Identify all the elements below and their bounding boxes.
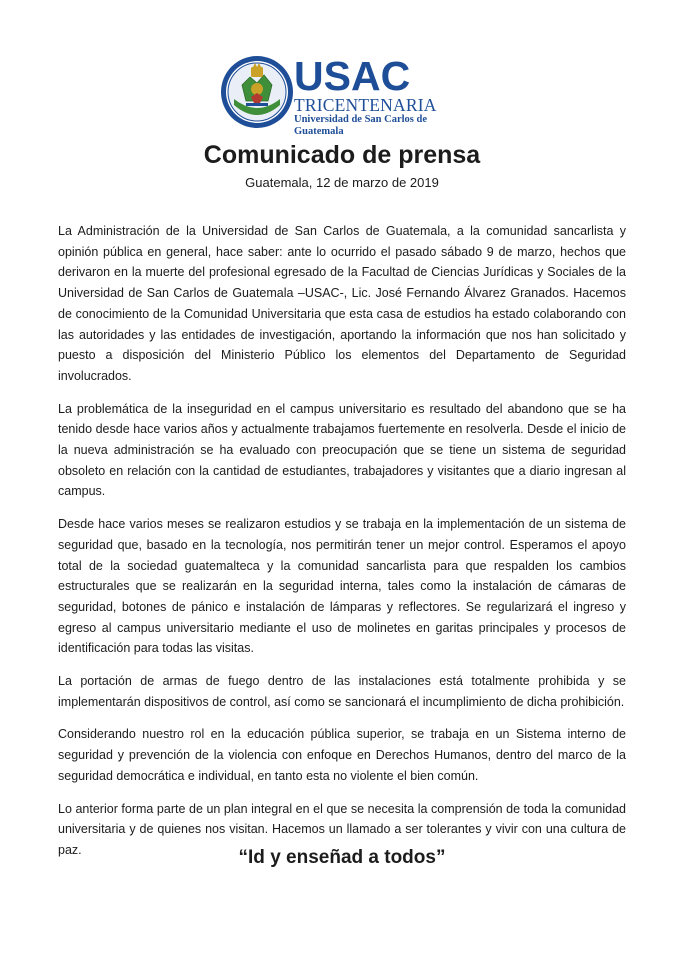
brand-full-name: Universidad de San Carlos de Guatemala	[294, 114, 428, 137]
date-line: Guatemala, 12 de marzo de 2019	[245, 175, 439, 190]
brand-tagline: TRICENTENARIA	[294, 95, 437, 115]
paragraph: Desde hace varios meses se realizaron estudios y se trabaja en la implementación de un sistema de seguridad que, basado en la tecnología, nos permitirán tener un mejor control. Esperamos el apoyo total de la sociedad guatemalteca y la comunidad sancarlista para que respalden los cambios estructurales que se realizarán en la seguridad interna, tales como la instalación de cámaras de seguridad, botones de pánico e instalación de lámparas y reflectores. Se regularizará el ingreso y egreso al campus universitario mediante el uso de molinetes en garitas principales y procesos de identificación para todas las visitas.	[58, 517, 626, 656]
university-seal-icon	[220, 55, 294, 129]
usac-wordmark	[294, 52, 464, 138]
paragraph: La portación de armas de fuego dentro de las instalaciones está totalmente prohibida y se implementarán dispositivos de control, así como se sancionará el incumplimiento de dicha prohibición.	[58, 674, 626, 709]
usac-logo-header	[218, 52, 458, 137]
body-text	[58, 221, 626, 873]
brand-name: USAC	[294, 53, 411, 99]
paragraph: La Administración de la Universidad de San Carlos de Guatemala, a la comunidad sancarlista y opinión pública en general, hace saber: ante lo ocurrido el pasado sábado 9 de marzo, hechos que derivaron en la muerte del profesional egresado de la Facultad de Ciencias Jurídicas y Sociales de la Universidad de San Carlos de Guatemala –USAC-, Lic. José Fernando Álvarez Granados. Hacemos de conocimiento de la Comunidad Universitaria que esta casa de estudios ha estado colaborando con las autoridades y las entidades de investigación, aportando la información que nos han solicitado y puesto a disposición del Ministerio Público los elementos del Departamento de Seguridad involucrados.	[58, 224, 626, 383]
page-title: Comunicado de prensa	[203, 141, 481, 169]
paragraph: Considerando nuestro rol en la educación pública superior, se trabaja en un Sistema interno de seguridad y prevención de la violencia con enfoque en Derechos Humanos, dentro del marco de la seguridad democrática e individual, en tanto esta no violente el bien común.	[58, 727, 626, 783]
paragraph: Lo anterior forma parte de un plan integral en el que se necesita la comprensión de toda la comunidad universitaria y de quienes nos visitan. Hacemos un llamado a ser tolerantes y vivir con una cultura de paz.	[58, 801, 626, 857]
paragraph: La problemática de la inseguridad en el campus universitario es resultado del abandono que se ha tenido desde hace varios años y actualmente trabajamos fuertemente en resolverla. Desde el inicio de la nueva administración se ha evaluado con preocupación que se tiene un sistema de seguridad obsoleto en relación con la cantidad de estudiantes, trabajadores y visitantes que a diario ingresan al campus.	[58, 401, 626, 499]
closing-motto: “Id y enseñad a todos”	[238, 847, 446, 868]
